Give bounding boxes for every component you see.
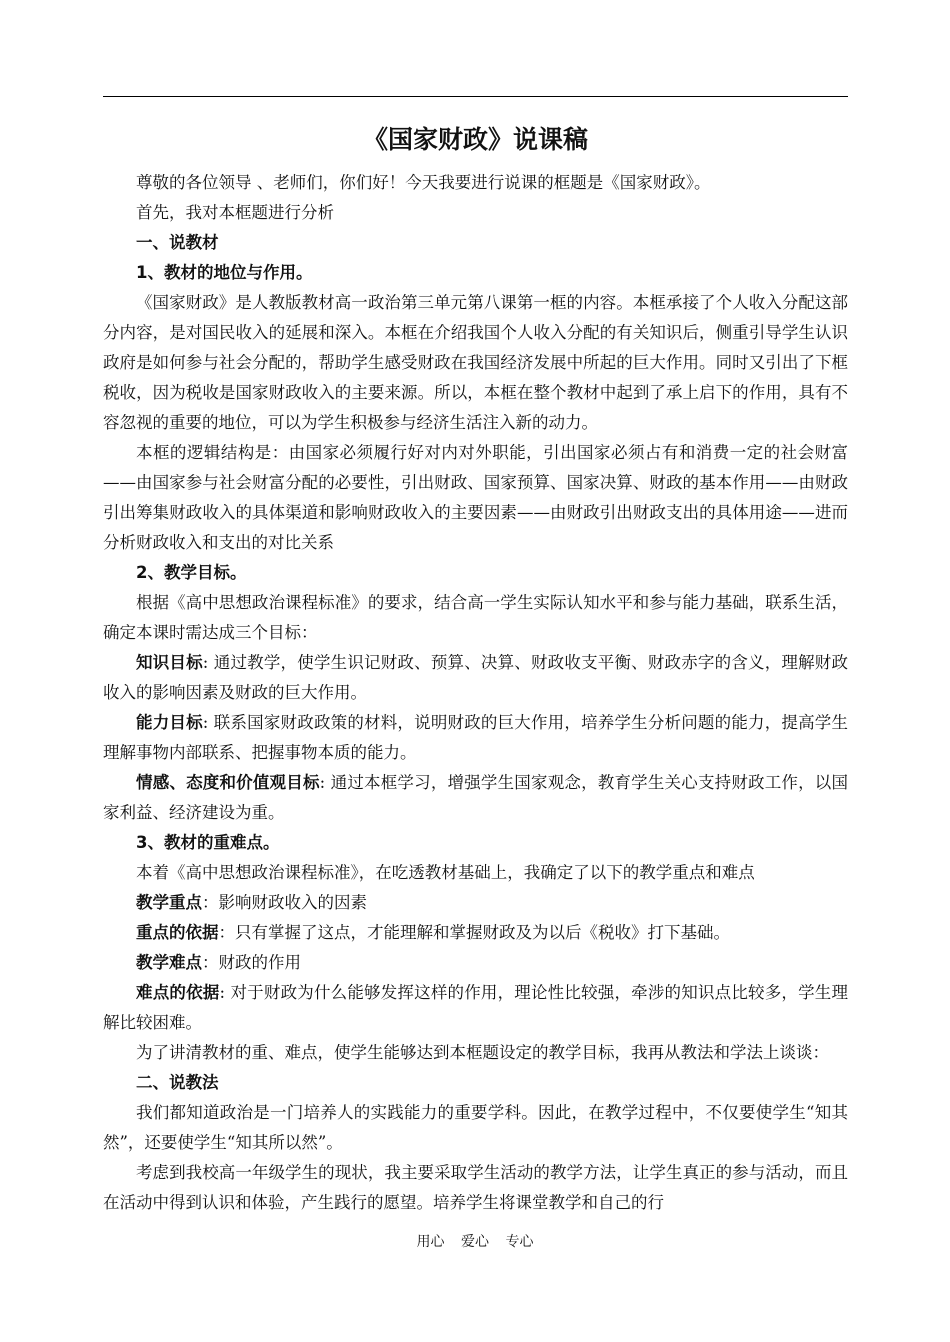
method-paragraph-2: 考虑到我校高一年级学生的现状，我主要采取学生活动的教学方法，让学生真正的参与活动，而且在活动中得到认识和体验，产生践行的愿望。培养学生将课堂教学和自己的行	[103, 1163, 848, 1212]
footer-item: 专心	[505, 1234, 534, 1250]
ability-goal	[103, 708, 848, 768]
teaching-difficulty-label: 教学难点	[136, 953, 202, 972]
emotion-goal-label: 情感、态度和价值观目标	[136, 773, 320, 792]
ability-goal-label: 能力目标	[136, 713, 203, 732]
keypoints-paragraph: 本着《高中思想政治课程标准》，在吃透教材基础上，我确定了以下的教学重点和难点	[136, 863, 755, 882]
emotion-goal-text: : 通过本框学习，增强学生国家观念，教育学生关心支持财政工作，以国家利益、经济建设为重。	[103, 773, 849, 822]
ability-goal-text: : 联系国家财政政策的材料，说明财政的巨大作用，培养学生分析问题的能力，提高学生理解事物内部联系、把握事物本质的能力。	[103, 713, 848, 762]
greeting-paragraph: 尊敬的各位领导 、老师们，你们好！今天我要进行说课的框题是《国家财政》。	[136, 173, 711, 192]
difficulty-basis	[103, 978, 848, 1038]
teaching-focus-text: ：影响财政收入的因素	[202, 893, 367, 912]
position-paragraph: 《国家财政》是人教版教材高一政治第三单元第八课第一框的内容。本框承接了个人收入分配这部分内容，是对国民收入的延展和深入。本框在介绍我国个人收入分配的有关知识后，侧重引导学生认识政府是如何参与社会分配的，帮助学生感受财政在我国经济发展中所起的巨大作用。同时又引出了下框税收，因为税收是国家财政收入的主要来源。所以，本框在整个教材中起到了承上启下的作用，具有不容忽视的重要的地位，可以为学生积极参与经济生活注入新的动力。	[103, 293, 848, 432]
section-heading-method: 二、说教法	[136, 1073, 219, 1092]
header-rule	[103, 96, 848, 97]
difficulty-basis-label: 难点的依据	[136, 983, 220, 1002]
goals-paragraph: 根据《高中思想政治课程标准》的要求，结合高一学生实际认知水平和参与能力基础，联系生活，确定本课时需达成三个目标：	[103, 593, 848, 642]
transition-paragraph: 为了讲清教材的重、难点，使学生能够达到本框题设定的教学目标，我再从教法和学法上谈谈：	[136, 1043, 829, 1062]
emotion-goal	[103, 768, 848, 828]
page-title: 《国家财政》说课稿	[362, 125, 588, 154]
focus-basis-label: 重点的依据	[136, 923, 219, 942]
focus-basis-text: ：只有掌握了这点，才能理解和掌握财政及为以后《税收》打下基础。	[218, 923, 730, 942]
subheading-goals: 2、教学目标。	[136, 563, 247, 582]
logic-paragraph: 本框的逻辑结构是：由国家必须履行好对内对外职能，引出国家必须占有和消费一定的社会财富——由国家参与社会财富分配的必要性，引出财政、国家预算、国家决算、财政的基本作用——由财政引出筹集财政收入的具体渠道和影响财政收入的主要因素——由财政引出财政支出的具体用途——进而分析财政收入和支出的对比关系	[103, 443, 848, 552]
knowledge-goal-label: 知识目标	[136, 653, 203, 672]
teaching-difficulty	[103, 948, 848, 978]
teaching-focus-label: 教学重点	[136, 893, 202, 912]
teaching-difficulty-text: ：财政的作用	[202, 953, 301, 972]
section-heading-textbook: 一、说教材	[136, 233, 219, 252]
focus-basis	[103, 918, 848, 948]
page-footer	[0, 1232, 950, 1252]
document-body	[103, 168, 848, 1218]
intro-paragraph: 首先，我对本框题进行分析	[136, 203, 334, 222]
knowledge-goal	[103, 648, 848, 708]
footer-item: 用心	[416, 1234, 445, 1250]
difficulty-basis-text: : 对于财政为什么能够发挥这样的作用，理论性比较强，牵涉的知识点比较多，学生理解比较困难。	[103, 983, 849, 1032]
subheading-keypoints: 3、教材的重难点。	[136, 833, 280, 852]
footer-item: 爱心	[461, 1234, 489, 1250]
teaching-focus	[103, 888, 848, 918]
method-paragraph-1: 我们都知道政治是一门培养人的实践能力的重要学科。因此，在教学过程中，不仅要使学生“知其然”，还要使学生“知其所以然”。	[103, 1103, 848, 1152]
subheading-position: 1、教材的地位与作用。	[136, 263, 313, 282]
knowledge-goal-text: : 通过教学，使学生识记财政、预算、决算、财政收支平衡、财政赤字的含义，理解财政收入的影响因素及财政的巨大作用。	[103, 653, 848, 702]
